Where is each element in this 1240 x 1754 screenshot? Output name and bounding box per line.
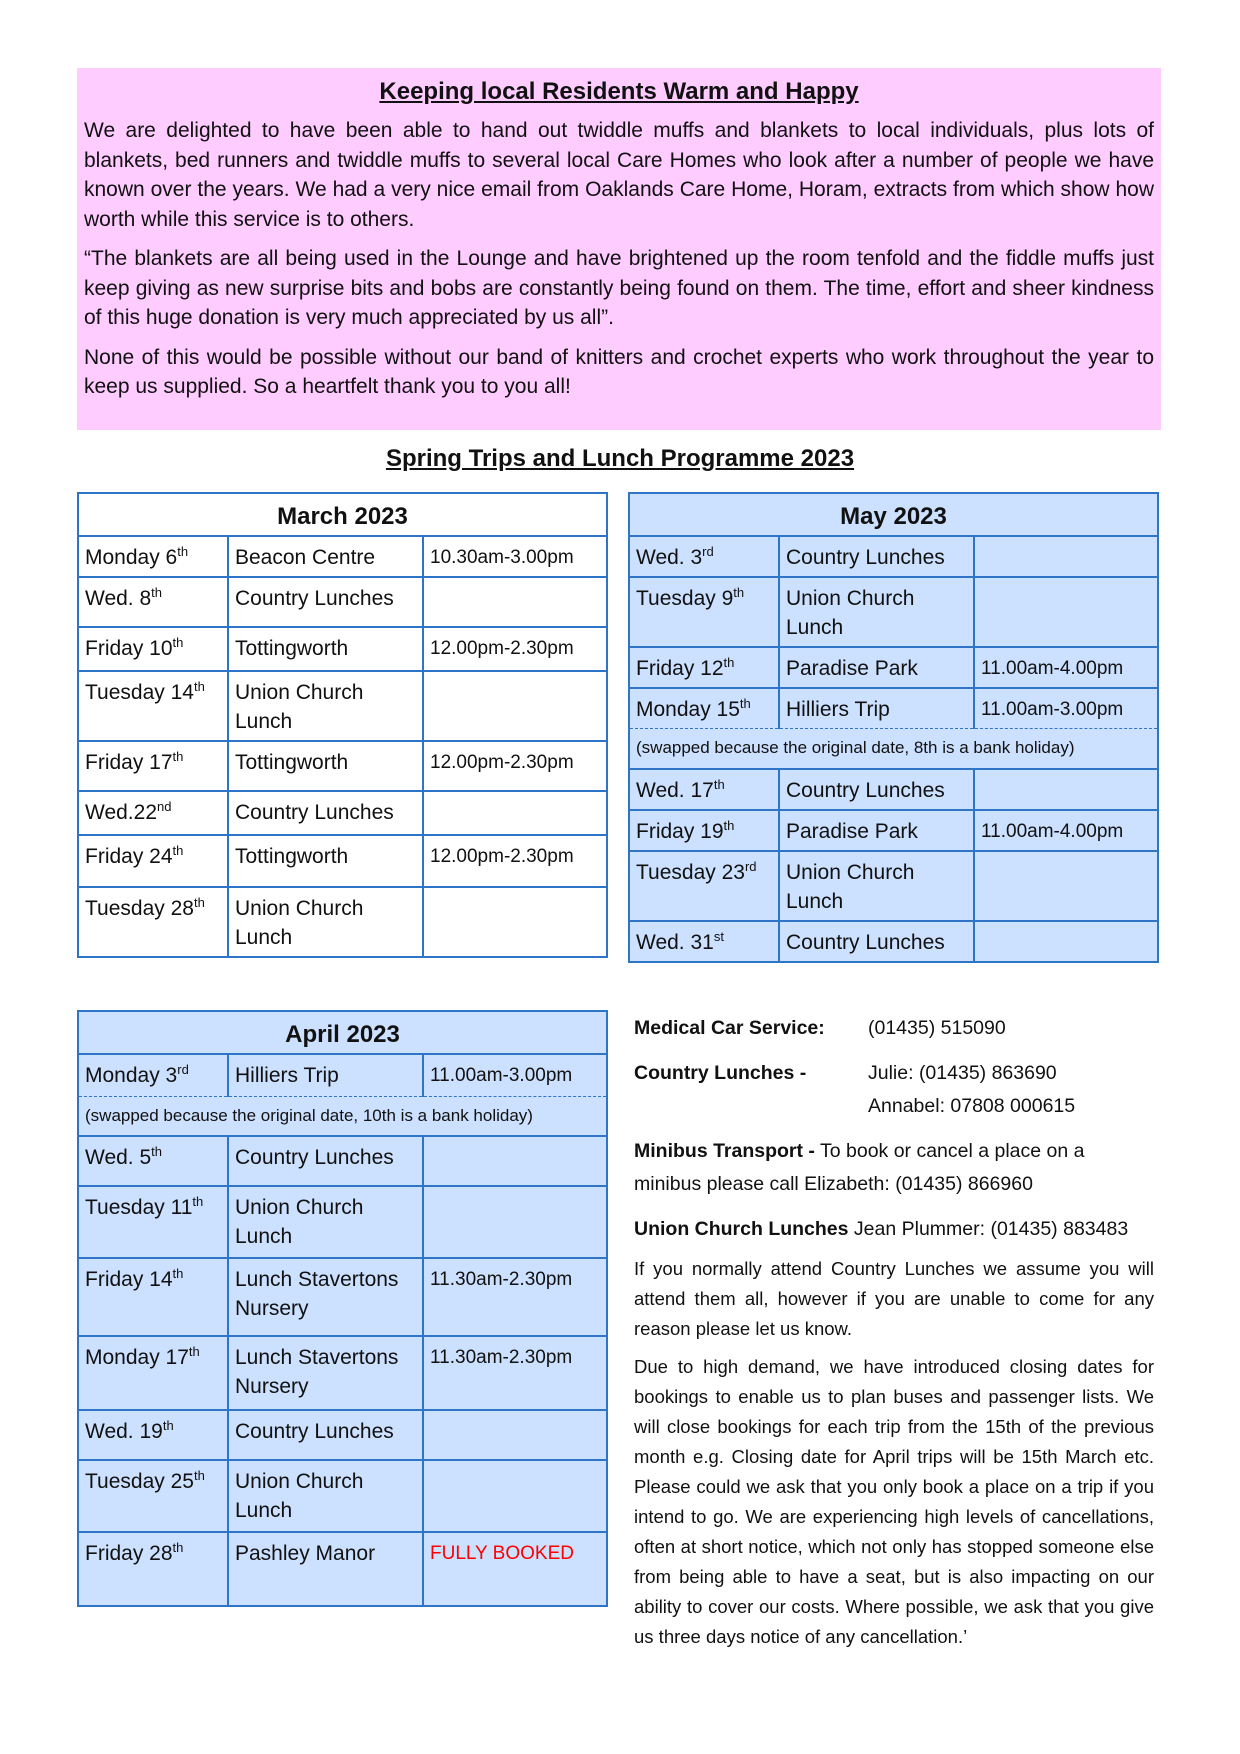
- date-cell: [629, 769, 779, 810]
- schedule-row: [78, 887, 607, 957]
- time-cell: 11.30am-2.30pm: [423, 1336, 607, 1410]
- schedule-row: [629, 647, 1158, 688]
- day-label: Friday 14: [85, 1268, 173, 1291]
- ordinal-suffix: st: [713, 928, 724, 944]
- schedule-row: [78, 1054, 607, 1096]
- warm-paragraph-3: None of this would be possible without our band of knitters and crochet experts who work throughout the year to keep us supplied. So a heartfelt thank you to you all!: [84, 345, 1154, 398]
- day-label: Wed. 5: [85, 1146, 152, 1169]
- may-title: May 2023: [629, 493, 1158, 536]
- ordinal-suffix: th: [713, 776, 725, 792]
- ordinal-suffix: th: [188, 1344, 200, 1359]
- schedule-row: [629, 536, 1158, 577]
- date-cell: [78, 887, 228, 957]
- country-lunches-contacts: [868, 1057, 1075, 1123]
- event-cell: Tottingworth: [228, 627, 423, 671]
- ordinal-suffix: th: [739, 696, 751, 711]
- event-cell: Lunch Stavertons Nursery: [228, 1336, 423, 1410]
- ordinal-suffix: th: [172, 843, 184, 858]
- day-label: Wed. 31: [636, 930, 714, 954]
- date-cell: [78, 1532, 228, 1606]
- ordinal-suffix: th: [733, 585, 745, 600]
- time-cell: [974, 921, 1158, 962]
- time-cell: [423, 1136, 607, 1186]
- attendance-paragraph: If you normally attend Country Lunches we assume you will attend them all, however if you are unable to come for any reason please let us know.: [634, 1258, 1154, 1339]
- schedule-row: [629, 577, 1158, 647]
- ordinal-suffix: th: [723, 817, 735, 833]
- time-cell: [974, 577, 1158, 647]
- medical-car-phone: (01435) 515090: [868, 1017, 1006, 1039]
- event-cell: Pashley Manor: [228, 1532, 423, 1606]
- event-cell: Union Church Lunch: [228, 1186, 423, 1258]
- date-cell: [78, 1336, 228, 1410]
- march-table: [77, 492, 608, 958]
- date-cell: [78, 1186, 228, 1258]
- ordinal-suffix: th: [162, 1418, 174, 1433]
- date-cell: [629, 577, 779, 647]
- ordinal-suffix: th: [151, 1144, 162, 1159]
- march-title: March 2023: [78, 493, 607, 536]
- time-cell: [423, 887, 607, 957]
- schedule-row: [629, 810, 1158, 851]
- date-cell: [629, 851, 779, 921]
- warm-paragraph-2: “The blankets are all being used in the Lounge and have brightened up the room tenfold and the fiddle muffs just keep giving as new surprise bits and bobs are constantly being found on them. The time, effort and sheer kindness of this huge donation is very much appreciated by us all”.: [84, 247, 1154, 329]
- day-label: Friday 10: [85, 637, 173, 660]
- warm-happy-title: Keeping local Residents Warm and Happy: [379, 78, 859, 105]
- time-cell: [974, 536, 1158, 577]
- time-cell: 11.00am-3.00pm: [974, 688, 1158, 729]
- day-label: Tuesday 14: [85, 681, 194, 704]
- date-cell: [629, 688, 779, 729]
- bank-holiday-note: (swapped because the original date, 8th is a bank holiday): [629, 729, 1158, 769]
- event-cell: Country Lunches: [779, 769, 974, 810]
- event-cell: Paradise Park: [779, 647, 974, 688]
- april-title: April 2023: [78, 1011, 607, 1054]
- event-cell: Tottingworth: [228, 741, 423, 791]
- day-label: Tuesday 28: [85, 897, 194, 920]
- schedule-row: [78, 627, 607, 671]
- date-cell: [78, 577, 228, 627]
- day-label: Friday 19: [636, 819, 724, 843]
- note-row: [629, 729, 1158, 769]
- country-lunches-julie: Julie: (01435) 863690: [868, 1062, 1057, 1084]
- day-label: Wed. 8: [85, 587, 152, 610]
- time-cell: [423, 671, 607, 741]
- event-cell: Hilliers Trip: [779, 688, 974, 729]
- event-cell: Lunch Stavertons Nursery: [228, 1258, 423, 1336]
- ordinal-suffix: rd: [177, 1062, 189, 1077]
- date-cell: [629, 810, 779, 851]
- schedule-row: [78, 1186, 607, 1258]
- schedule-row: [78, 577, 607, 627]
- ordinal-suffix: th: [193, 679, 205, 694]
- event-cell: Tottingworth: [228, 835, 423, 887]
- time-cell: 11.00am-3.00pm: [423, 1054, 607, 1096]
- schedule-row: [78, 1258, 607, 1336]
- schedule-row: [629, 921, 1158, 962]
- date-cell: [78, 536, 228, 577]
- date-cell: [78, 791, 228, 835]
- schedule-row: [629, 769, 1158, 810]
- country-lunches-row: [634, 1057, 1154, 1123]
- union-church-label: Union Church Lunches: [634, 1218, 849, 1240]
- day-label: Tuesday 11: [85, 1196, 193, 1219]
- bank-holiday-note: (swapped because the original date, 10th is a bank holiday): [78, 1096, 607, 1136]
- date-cell: [78, 1460, 228, 1532]
- event-cell: Country Lunches: [228, 1136, 423, 1186]
- time-cell: [423, 791, 607, 835]
- time-cell: [423, 577, 607, 627]
- event-cell: Country Lunches: [228, 1410, 423, 1460]
- medical-car-label: Medical Car Service:: [634, 1017, 825, 1039]
- time-cell: FULLY BOOKED: [423, 1532, 607, 1606]
- event-cell: Hilliers Trip: [228, 1054, 423, 1096]
- note-row: [78, 1096, 607, 1136]
- day-label: Wed. 3: [636, 546, 703, 569]
- minibus-label: Minibus Transport -: [634, 1140, 815, 1162]
- day-label: Friday 24: [85, 845, 173, 868]
- schedule-row: [78, 1532, 607, 1606]
- day-label: Monday 3: [85, 1064, 178, 1087]
- time-cell: [974, 851, 1158, 921]
- event-cell: Country Lunches: [779, 536, 974, 577]
- schedule-row: [78, 536, 607, 577]
- event-cell: Union Church Lunch: [228, 887, 423, 957]
- schedule-row: [78, 791, 607, 835]
- time-cell: 11.30am-2.30pm: [423, 1258, 607, 1336]
- schedule-row: [629, 851, 1158, 921]
- date-cell: [78, 835, 228, 887]
- event-cell: Union Church Lunch: [228, 1460, 423, 1532]
- day-label: Tuesday 23: [636, 860, 745, 884]
- date-cell: [629, 921, 779, 962]
- time-cell: [423, 1410, 607, 1460]
- event-cell: Union Church Lunch: [228, 671, 423, 741]
- time-cell: 11.00am-4.00pm: [974, 810, 1158, 851]
- time-cell: 12.00pm-2.30pm: [423, 627, 607, 671]
- ordinal-suffix: nd: [157, 799, 172, 814]
- time-cell: 11.00am-4.00pm: [974, 647, 1158, 688]
- ordinal-suffix: th: [172, 635, 184, 650]
- time-cell: [423, 1460, 607, 1532]
- country-lunches-label: Country Lunches -: [634, 1062, 807, 1084]
- date-cell: [78, 671, 228, 741]
- day-label: Tuesday 9: [636, 587, 734, 610]
- schedule-row: [78, 1460, 607, 1532]
- date-cell: [78, 1054, 228, 1096]
- date-cell: [78, 1410, 228, 1460]
- schedule-row: [78, 1336, 607, 1410]
- april-table: [77, 1010, 608, 1607]
- closing-dates-paragraph: Due to high demand, we have introduced closing dates for bookings to enable us to plan buses and passenger lists. We will close bookings for each trip from the 15th of the previous month e.g. Closing date for April trips will be 15th March etc. Please could we ask that you only book a place on a trip if you intend to go. We are experiencing high levels of cancellations, often at short notice, which not only has stopped someone else from being able to have a seat, but is also impacting on our ability to cover our costs. Where possible, we ask that you give us three days notice of any cancellation.’: [634, 1356, 1154, 1647]
- date-cell: [629, 536, 779, 577]
- may-table: [628, 492, 1159, 963]
- schedule-row: [629, 688, 1158, 729]
- event-cell: Country Lunches: [779, 921, 974, 962]
- ordinal-suffix: rd: [702, 544, 714, 559]
- schedule-row: [78, 1136, 607, 1186]
- time-cell: 12.00pm-2.30pm: [423, 741, 607, 791]
- ordinal-suffix: th: [177, 544, 189, 559]
- contact-info: [634, 1012, 1154, 1652]
- warm-happy-section: [77, 68, 1161, 430]
- country-lunches-annabel: Annabel: 07808 000615: [868, 1095, 1076, 1117]
- medical-car-row: [634, 1012, 1154, 1045]
- day-label: Wed.22: [85, 801, 157, 824]
- day-label: Monday 6: [85, 546, 178, 569]
- ordinal-suffix: th: [172, 1540, 184, 1555]
- day-label: Friday 28: [85, 1542, 173, 1565]
- event-cell: Country Lunches: [228, 577, 423, 627]
- time-cell: 12.00pm-2.30pm: [423, 835, 607, 887]
- programme-title: Spring Trips and Lunch Programme 2023: [385, 445, 855, 472]
- date-cell: [78, 627, 228, 671]
- union-church-paragraph: [634, 1213, 1154, 1246]
- union-church-text: Jean Plummer: (01435) 883483: [848, 1218, 1129, 1240]
- time-cell: [974, 769, 1158, 810]
- event-cell: Beacon Centre: [228, 536, 423, 577]
- day-label: Monday 15: [636, 698, 740, 721]
- ordinal-suffix: th: [193, 1468, 205, 1483]
- schedule-row: [78, 835, 607, 887]
- schedule-row: [78, 671, 607, 741]
- minibus-paragraph: [634, 1135, 1154, 1201]
- ordinal-suffix: th: [192, 1194, 204, 1209]
- ordinal-suffix: th: [172, 749, 184, 764]
- day-label: Friday 17: [85, 751, 173, 774]
- schedule-row: [78, 741, 607, 791]
- date-cell: [78, 1136, 228, 1186]
- event-cell: Union Church Lunch: [779, 577, 974, 647]
- ordinal-suffix: th: [151, 585, 162, 600]
- time-cell: 10.30am-3.00pm: [423, 536, 607, 577]
- event-cell: Paradise Park: [779, 810, 974, 851]
- day-label: Tuesday 25: [85, 1470, 194, 1493]
- event-cell: Country Lunches: [228, 791, 423, 835]
- time-cell: [423, 1186, 607, 1258]
- day-label: Friday 12: [636, 657, 724, 680]
- ordinal-suffix: th: [723, 655, 735, 670]
- minibus-text: To book or cancel a place on a minibus please call Elizabeth: (01435) 866960: [634, 1140, 1085, 1195]
- day-label: Monday 17: [85, 1346, 189, 1369]
- day-label: Wed. 19: [85, 1420, 163, 1443]
- date-cell: [78, 1258, 228, 1336]
- date-cell: [78, 741, 228, 791]
- schedule-row: [78, 1410, 607, 1460]
- ordinal-suffix: th: [172, 1266, 184, 1281]
- ordinal-suffix: rd: [744, 858, 757, 874]
- warm-paragraph-1: We are delighted to have been able to hand out twiddle muffs and blankets to local individuals, plus lots of blankets, bed runners and twiddle muffs to several local Care Homes who look after a number of people we have known over the years. We had a very nice email from Oaklands Care Home, Horam, extracts from which show how worth while this service is to others.: [84, 119, 1154, 231]
- date-cell: [629, 647, 779, 688]
- day-label: Wed. 17: [636, 778, 714, 802]
- event-cell: Union Church Lunch: [779, 851, 974, 921]
- ordinal-suffix: th: [193, 895, 205, 910]
